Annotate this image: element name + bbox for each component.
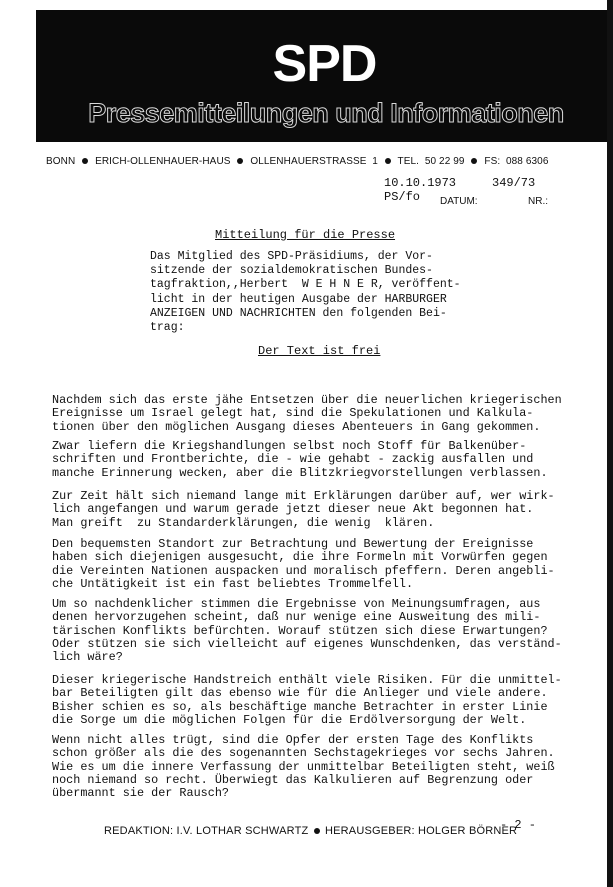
tel-label: TEL. <box>397 156 420 167</box>
address-number: 1 <box>372 156 378 167</box>
release-date: 10.10.1973 <box>384 176 457 190</box>
document-heading: Mitteilung für die Presse <box>215 228 396 242</box>
bullet-icon <box>314 828 320 834</box>
address-line <box>46 156 586 167</box>
document-subheading: Der Text ist frei <box>258 344 381 358</box>
footer-herausgeber: HERAUSGEBER: HOLGER BÖRNER <box>324 825 518 837</box>
nr-label: NR.: <box>528 196 548 207</box>
footer-redaktion: REDAKTION: I.V. LOTHAR SCHWARTZ <box>104 825 309 837</box>
bullet-icon <box>82 158 88 164</box>
body-paragraph-4: Den bequemsten Standort zur Betrachtung und Bewertung der Ereignisse haben sich diejenigen ausgesucht, die ihre Formeln mit Vorwürfen gegen die Vereinten Nationen auspacken und moralisch pfeffern. Deren angebli- che Untätigkeit ist ein fast beliebtes Trommelfell. <box>52 537 555 591</box>
address-building: ERICH-OLLENHAUER-HAUS <box>95 156 231 167</box>
body-paragraph-6: Dieser kriegerische Handstreich enthält viele Risiken. Für die unmittel- bar Beteiligten gilt das ebenso wie für die Anlieger und viele andere. Bisher schien es so, als beschäftige manche Betrachter in erster Linie die Sorge um die möglichen Folgen für die Erdölversorgung der Welt. <box>52 673 562 727</box>
body-paragraph-1: Nachdem sich das erste jähe Entsetzen über die neuerlichen kriegerischen Ereignisse um Israel gelegt hat, sind die Spekulationen und Kalkula- tionen über den möglichen Ausgang dieses Abenteuers in Gang gekommen. <box>52 393 562 434</box>
bullet-icon <box>471 158 477 164</box>
body-paragraph-3: Zur Zeit hält sich niemand lange mit Erklärungen darüber auf, wer wirk- lich angefangen und warum gerade jetzt dieser neue Akt begonnen hat. Man greift zu Standarderklärungen, die wenig klären. <box>52 489 555 530</box>
scan-edge <box>607 0 613 887</box>
fs-label: FS: <box>484 156 501 167</box>
bullet-icon <box>237 158 243 164</box>
body-paragraph-5: Um so nachdenklicher stimmen die Ergebnisse von Meinungsumfragen, aus denen hervorzugehen scheint, daß nur wenige eine Ausweitung des mili- tärischen Konflikts befürchten. Worauf stützen sich diese Erwartungen? Oder stützen sie sich vielleicht auf eigenes Wunschdenken, das verständ- lich wäre? <box>52 597 562 665</box>
address-street: OLLENHAUERSTRASSE <box>250 156 367 167</box>
letterhead-band <box>36 10 613 142</box>
release-number: 349/73 <box>492 176 536 190</box>
letterhead-subtitle: Pressemitteilungen und Informationen <box>88 98 564 128</box>
footer-line <box>104 825 524 837</box>
body-paragraph-7: Wenn nicht alles trügt, sind die Opfer der ersten Tage des Konflikts schon größer als die des sogenannten Sechstagekrieges vor sechs Jahren. Wie es um die innere Verfassung der unmittelbar Beteiligten steht, weiß noch niemand so recht. Überwiegt das Kalkulieren auf Begrenzung oder übermannt sie der Rausch? <box>52 733 555 801</box>
spd-logo: SPD <box>272 35 377 93</box>
address-city: BONN <box>46 156 76 167</box>
page-number: - 2 - <box>500 818 537 832</box>
intro-paragraph: Das Mitglied des SPD-Präsidiums, der Vor- sitzende der sozialdemokratischen Bundes- tagfraktion,,Herbert W E H N E R, veröffent- licht in der heutigen Ausgabe der HARBURGER ANZEIGEN UND NACHRICHTEN den folgenden Bei- trag: <box>150 250 461 335</box>
body-paragraph-2: Zwar liefern die Kriegshandlungen selbst noch Stoff für Balkenüber- schriften und Frontberichte, die - wie gehabt - zackig ausfallen und manche Erinnerung wecken, aber die Blitzkriegvorstellungen verblassen. <box>52 439 548 480</box>
bullet-icon <box>385 158 391 164</box>
datum-label: DATUM: <box>440 196 478 207</box>
typist-signature: PS/fo <box>384 190 421 204</box>
tel-number: 50 22 99 <box>424 156 465 167</box>
fs-number: 088 6306 <box>505 156 549 167</box>
